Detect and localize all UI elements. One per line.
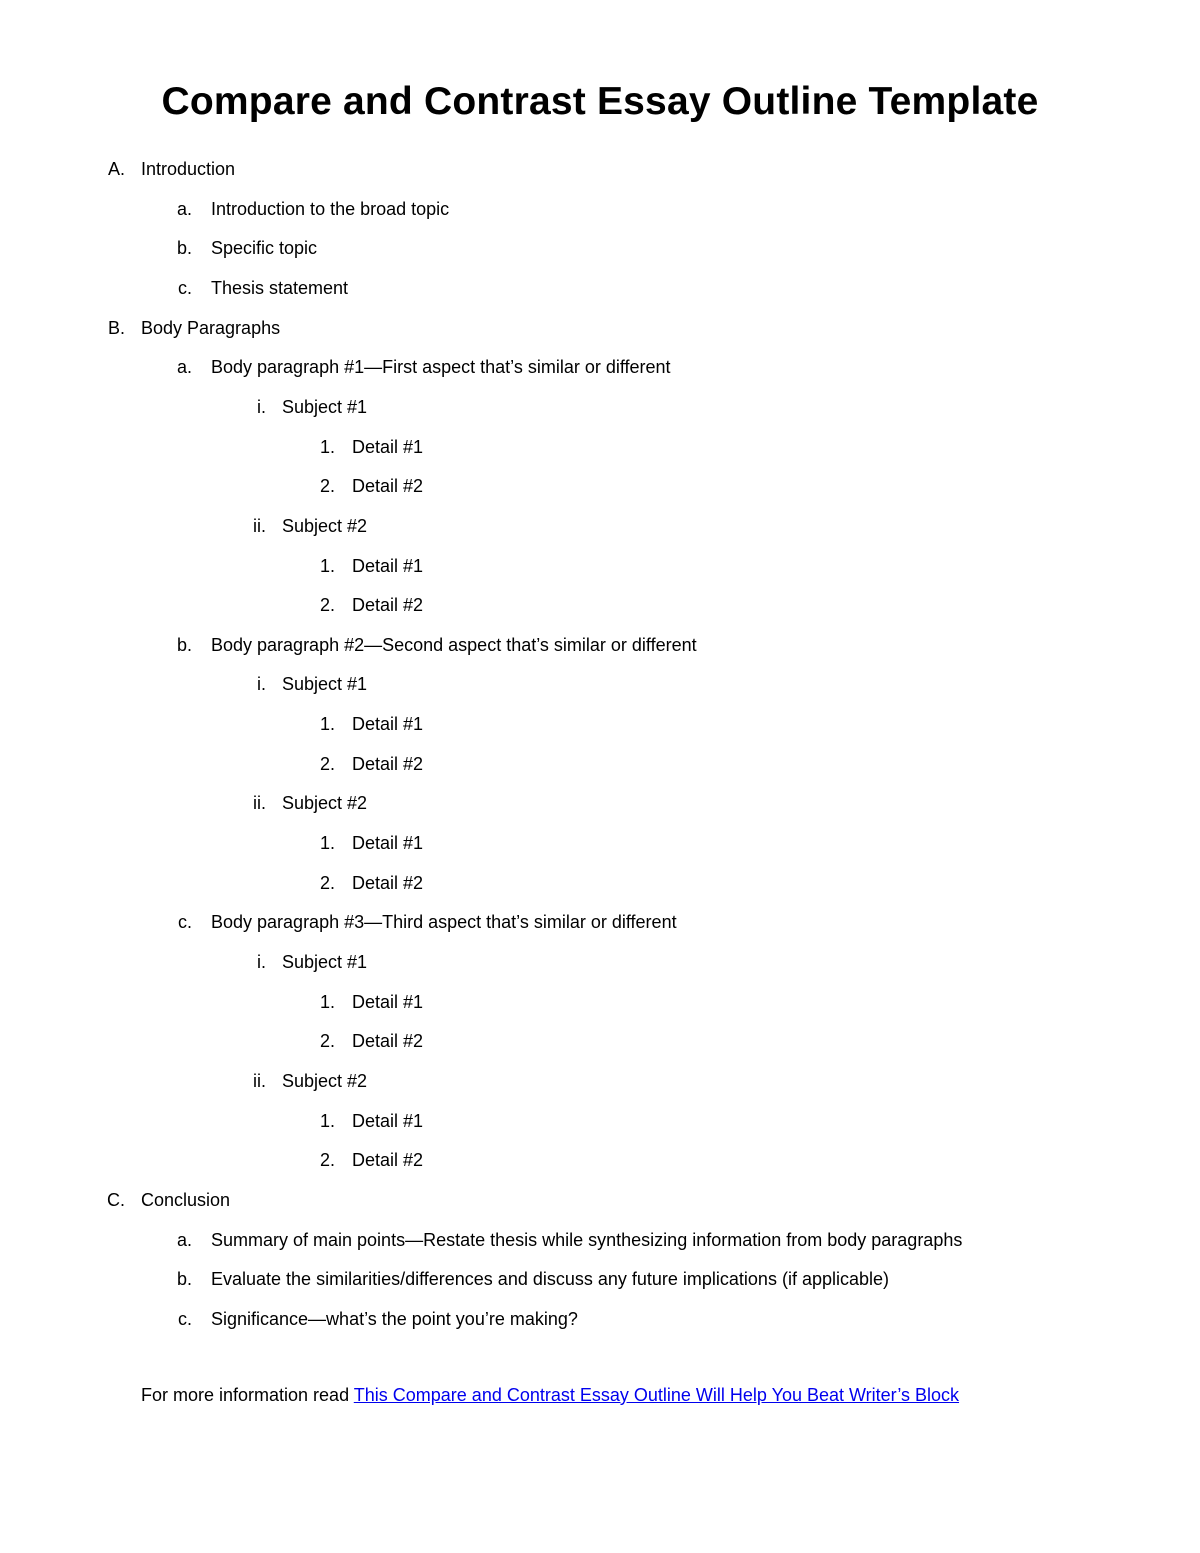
outline-text: Body paragraph #1—First aspect that’s similar or different (211, 357, 671, 377)
footer-note (141, 1382, 959, 1408)
page-title: Compare and Contrast Essay Outline Template (161, 80, 1039, 123)
outline-text: Detail #2 (352, 1031, 424, 1051)
outline-detail (0, 751, 1200, 777)
outline-text: Detail #1 (352, 833, 424, 853)
outline-detail (0, 989, 1200, 1015)
outline-item (0, 1306, 1200, 1332)
outline-text: Subject #2 (282, 1071, 368, 1091)
outline-subject (0, 1068, 1200, 1094)
outline-text: Subject #1 (282, 397, 368, 417)
outline-text: Detail #1 (352, 1111, 424, 1131)
outline-marker: 1. (319, 992, 335, 1012)
outline-marker: 2. (319, 595, 335, 615)
outline-marker: i. (257, 397, 266, 417)
outline-item (0, 1227, 1200, 1253)
outline-text: Detail #1 (352, 714, 424, 734)
outline-detail (0, 1147, 1200, 1173)
outline-subject (0, 394, 1200, 420)
outline-text: Subject #2 (282, 793, 368, 813)
outline-item (0, 632, 1200, 658)
outline-marker: c. (177, 1309, 192, 1329)
outline-marker: 2. (319, 873, 335, 893)
footer-prefix: For more information read (141, 1385, 354, 1405)
outline-text: Detail #2 (352, 1150, 424, 1170)
outline-section (0, 1187, 1200, 1213)
outline-subject (0, 671, 1200, 697)
outline-detail (0, 473, 1200, 499)
outline-text: Introduction (141, 159, 236, 179)
outline-marker: ii. (253, 793, 266, 813)
outline-item (0, 196, 1200, 222)
outline-marker: A. (107, 159, 125, 179)
outline-text: Evaluate the similarities/differences and discuss any future implications (if applicable) (211, 1269, 889, 1289)
outline-text: Detail #2 (352, 754, 424, 774)
outline-detail (0, 870, 1200, 896)
outline-detail (0, 1028, 1200, 1054)
outline-marker: a. (176, 357, 192, 377)
outline-marker: 1. (319, 556, 335, 576)
outline-marker: 1. (319, 437, 335, 457)
outline-text: Body paragraph #3—Third aspect that’s similar or different (211, 912, 677, 932)
outline-item (0, 1266, 1200, 1292)
outline-marker: 1. (319, 714, 335, 734)
outline-text: Detail #2 (352, 595, 424, 615)
article-link[interactable]: This Compare and Contrast Essay Outline Will Help You Beat Writer’s Block (353, 1385, 960, 1405)
outline-marker: C. (107, 1190, 125, 1210)
outline-text: Detail #1 (352, 437, 424, 457)
outline-text: Significance—what’s the point you’re making? (211, 1309, 578, 1329)
outline-text: Body Paragraphs (141, 318, 281, 338)
outline-marker: ii. (253, 1071, 266, 1091)
outline-detail (0, 434, 1200, 460)
outline-marker: B. (107, 318, 125, 338)
outline-text: Body paragraph #2—Second aspect that’s similar or different (211, 635, 697, 655)
outline-text: Detail #2 (352, 476, 424, 496)
outline-marker: i. (257, 674, 266, 694)
outline-marker: 1. (319, 1111, 335, 1131)
outline-marker: 2. (319, 476, 335, 496)
outline-subject (0, 513, 1200, 539)
outline-marker: a. (176, 199, 192, 219)
outline-text: Subject #1 (282, 952, 368, 972)
outline-marker: i. (257, 952, 266, 972)
outline-item (0, 235, 1200, 261)
outline-text: Subject #1 (282, 674, 368, 694)
outline-item (0, 909, 1200, 935)
outline-detail (0, 553, 1200, 579)
outline-marker: 2. (319, 1031, 335, 1051)
outline-marker: a. (176, 1230, 192, 1250)
outline-text: Specific topic (211, 238, 318, 258)
outline-text: Subject #2 (282, 516, 368, 536)
outline-item (0, 354, 1200, 380)
outline-detail (0, 830, 1200, 856)
outline-marker: 2. (319, 754, 335, 774)
outline-marker: b. (176, 1269, 192, 1289)
outline-marker: b. (176, 635, 192, 655)
outline-detail (0, 711, 1200, 737)
outline-text: Detail #2 (352, 873, 424, 893)
outline-text: Thesis statement (211, 278, 349, 298)
outline-marker: 2. (319, 1150, 335, 1170)
outline-marker: b. (176, 238, 192, 258)
outline-text: Summary of main points—Restate thesis while synthesizing information from body paragraphs (211, 1230, 963, 1250)
outline-text: Detail #1 (352, 992, 424, 1012)
outline-text: Detail #1 (352, 556, 424, 576)
outline-text: Conclusion (141, 1190, 231, 1210)
outline-section (0, 156, 1200, 182)
outline-text: Introduction to the broad topic (211, 199, 450, 219)
outline-subject (0, 790, 1200, 816)
outline-item (0, 275, 1200, 301)
outline-marker: ii. (253, 516, 266, 536)
outline-detail (0, 1108, 1200, 1134)
outline-subject (0, 949, 1200, 975)
outline-detail (0, 592, 1200, 618)
outline-marker: c. (177, 278, 192, 298)
outline-marker: 1. (319, 833, 335, 853)
outline-marker: c. (177, 912, 192, 932)
outline-section (0, 315, 1200, 341)
